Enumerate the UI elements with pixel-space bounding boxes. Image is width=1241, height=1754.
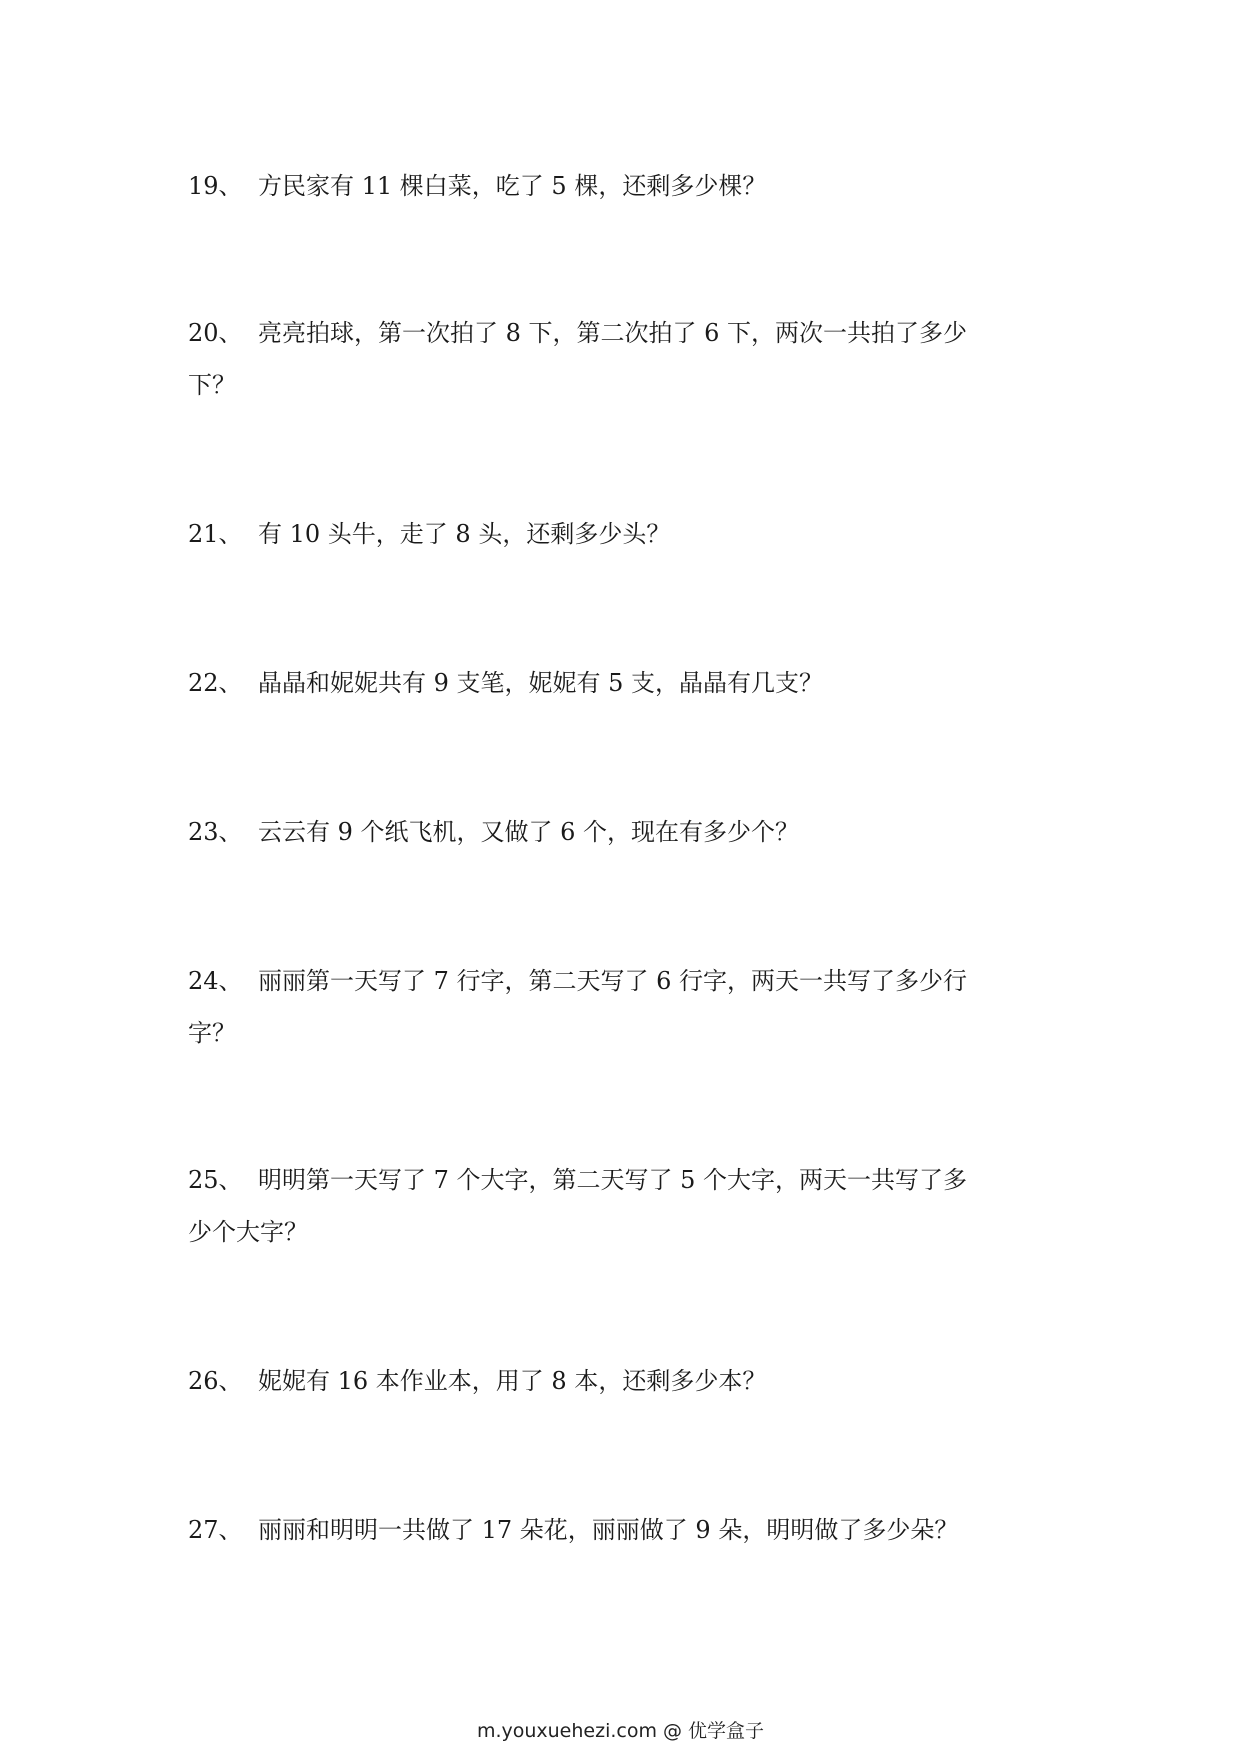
problem-text: 明明第一天写了 7 个大字，第二天写了 5 个大字，两天一共写了多	[258, 1166, 968, 1194]
problem-20	[188, 307, 1048, 411]
problem-text: 云云有 9 个纸飞机，又做了 6 个，现在有多少个？	[258, 818, 800, 846]
problem-text: 方民家有 11 棵白菜，吃了 5 棵，还剩多少棵？	[258, 172, 767, 200]
problem-number: 19、	[188, 172, 243, 200]
problem-text-continuation: 下？	[188, 371, 236, 399]
problem-21	[188, 508, 1048, 560]
problem-text: 丽丽和明明一共做了 17 朵花，丽丽做了 9 朵，明明做了多少朵？	[258, 1516, 959, 1544]
problem-number: 26、	[188, 1367, 243, 1395]
problem-number: 27、	[188, 1516, 243, 1544]
problem-26	[188, 1355, 1048, 1407]
problem-text: 丽丽第一天写了 7 行字，第二天写了 6 行字，两天一共写了多少行	[258, 967, 968, 995]
problem-text: 晶晶和妮妮共有 9 支笔，妮妮有 5 支，晶晶有几支？	[258, 669, 824, 697]
problem-27	[188, 1504, 1048, 1556]
problem-23	[188, 806, 1048, 858]
problem-text: 亮亮拍球，第一次拍了 8 下，第二次拍了 6 下，两次一共拍了多少	[258, 319, 968, 347]
footer-watermark: m.youxuehezi.com @ 优学盒子	[476, 1720, 765, 1742]
problem-24	[188, 955, 1048, 1059]
problem-25	[188, 1154, 1048, 1258]
problem-text-continuation: 少个大字？	[188, 1218, 308, 1246]
problem-number: 21、	[188, 520, 243, 548]
problem-number: 25、	[188, 1166, 243, 1194]
problem-text: 妮妮有 16 本作业本，用了 8 本，还剩多少本？	[258, 1367, 767, 1395]
problem-22	[188, 657, 1048, 709]
problem-19	[188, 160, 1048, 212]
problem-text: 有 10 头牛，走了 8 头，还剩多少头？	[258, 520, 671, 548]
problem-number: 22、	[188, 669, 243, 697]
problem-number: 24、	[188, 967, 243, 995]
problem-text-continuation: 字？	[188, 1019, 236, 1047]
problem-number: 20、	[188, 319, 243, 347]
problem-number: 23、	[188, 818, 243, 846]
